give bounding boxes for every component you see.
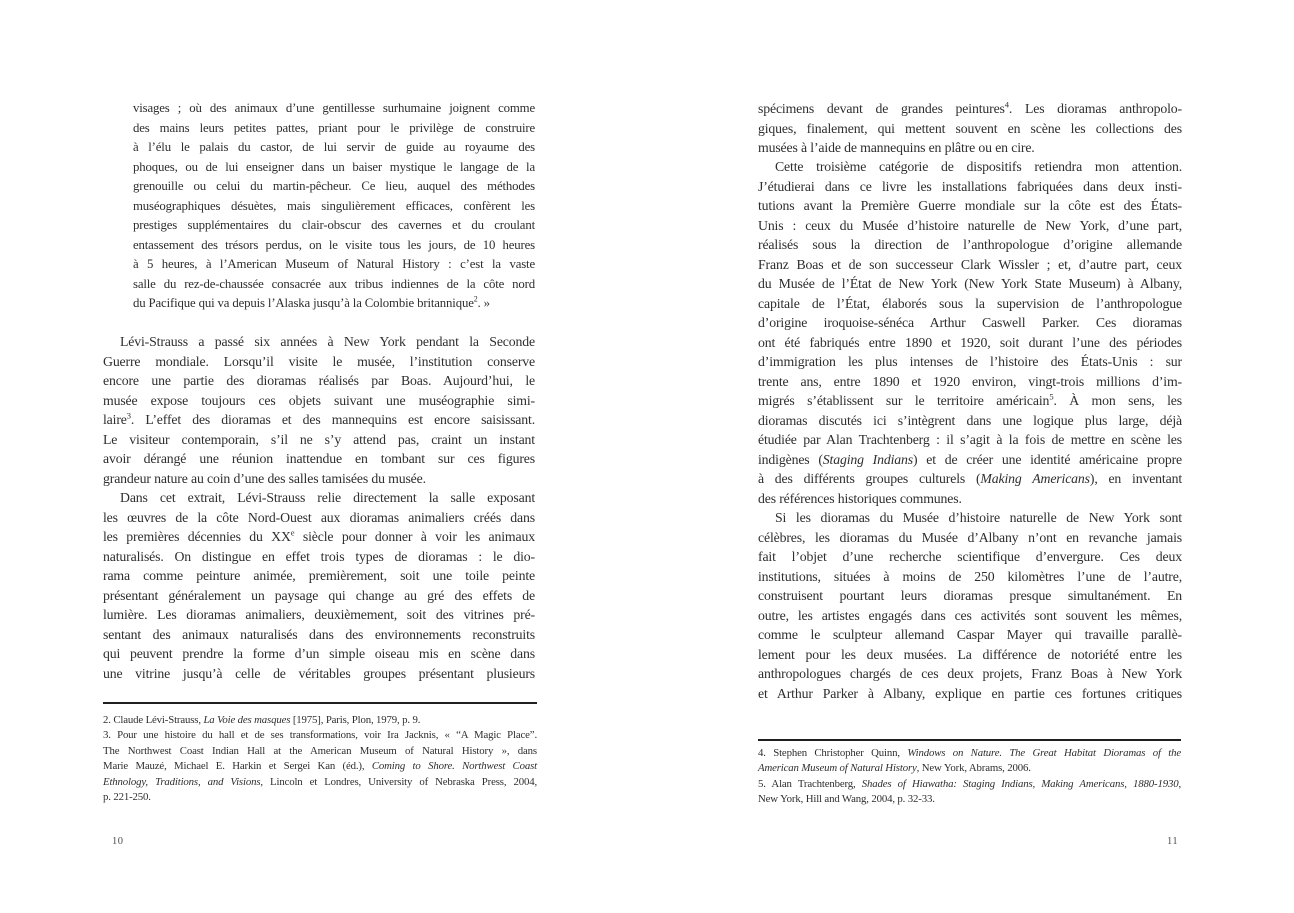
text-line: d’origine iroquoise-sénéca Arthur Caswell Parker. Ces dioramas: [758, 315, 1182, 330]
text-line: construisent pourtant leurs dioramas presque simultanément. En: [758, 588, 1182, 603]
text-line: lumière. Les dioramas animaliers, deuxièmement, soit des vitrines pré-: [103, 607, 535, 622]
text-line: fait l’objet d’une recherche scientifique d’envergure. Ces deux: [758, 549, 1182, 564]
text-line: entassement des trésors perdus, on le visite tous les jours, de 10 heures: [133, 237, 535, 252]
text-line: p. 221-250.: [103, 791, 151, 804]
page-number: 11: [1167, 836, 1179, 847]
text-line: ont été fabriqués entre 1890 et 1920, soit durant l’une des périodes: [758, 334, 1182, 350]
text-line: anthropologues chargés de ces deux projets, Franz Boas à New York: [758, 666, 1182, 681]
text-line: J’étudierai dans ce livre les installations fabriquées dans deux insti-: [758, 178, 1182, 194]
text-line: d’immigration les plus intenses de l’histoire des États-Unis : sur: [758, 354, 1182, 369]
text-line: rama comme peinture animée, premièrement, soit une toile peinte: [103, 568, 535, 583]
text-line: Ethnology, Traditions, and Visions, Lincoln et Londres, University of Nebraska Press, 2004,: [103, 775, 538, 788]
text-line: des références historiques communes.: [758, 490, 962, 506]
text-line: à 5 heures, à l’American Museum of Natural History : c’est la vaste: [133, 257, 535, 271]
text-line: Cette troisième catégorie de dispositifs retiendra mon attention.: [775, 159, 1182, 174]
text-line: laire$^3$. L’effet des dioramas et des mannequins est encore saisissant.: [103, 410, 535, 427]
text-line: présentant généralement un paysage qui change au gré des effets de: [103, 587, 535, 603]
text-line: 3. Pour une histoire du hall et de ses transformations, voir Ira Jacknis, « “A Magic Place”.: [103, 729, 537, 742]
text-line: grenouille ou celui du martin-pêcheur. Ce lieu, auquel des méthodes: [133, 179, 535, 193]
text-line: 2. Claude Lévi-Strauss, La Voie des masques [1975], Paris, Plon, 1979, p. 9.: [103, 714, 421, 726]
footnotes: [103, 713, 537, 805]
text-line: les premières décennies du XXe siècle pour donner à voir les animaux: [103, 527, 535, 544]
text-line: musées à l’aide de mannequins en plâtre ou en cire.: [758, 140, 1035, 155]
paragraph: [103, 488, 535, 683]
text-line: à des différents groupes culturels (Making Americans), en inventant: [758, 471, 1183, 486]
text-line: 4. Stephen Christopher Quinn, Windows on Nature. The Great Habitat Dioramas of the: [758, 747, 1181, 759]
text-line: Si les dioramas du Musée d’histoire naturelle de New York sont: [775, 510, 1182, 525]
text-line: outre, les artistes engagés dans ces activités sont souvent les mêmes,: [758, 607, 1182, 623]
text-line: Dans cet extrait, Lévi-Strauss relie directement la salle exposant: [120, 490, 535, 505]
text-line: phoques, ou de lui enseigner dans un baiser mystique le langage de la: [133, 159, 535, 174]
text-line: The Northwest Coast Indian Hall at the American Museum of Natural History », dans: [103, 744, 537, 757]
paragraph: [758, 157, 1182, 508]
text-line: institutions, situées à moins de 250 kilomètres l’une de l’autre,: [758, 568, 1182, 584]
text-line: et Arthur Parker à Albany, explique en partie ces fortunes critiques: [758, 685, 1182, 701]
text-line: prestiges supplémentaires du clair-obscur des cavernes et du croulant: [133, 218, 535, 232]
text-line: capitale de l’État, élaborés sous la supervision de l’anthropologue: [758, 295, 1182, 311]
text-line: Marie Mauzé, Michael E. Harkin et Sergei Kan (éd.), Coming to Shore. Northwest Coast: [103, 760, 537, 773]
text-line: Le visiteur contemporain, s’il ne s’y attend pas, craint un instant: [103, 431, 535, 447]
text-line: tutions avant la Première Guerre mondiale sur la côte est des États-: [758, 198, 1182, 213]
text-line: des mains leurs petites pattes, priant pour le privilège de construire: [133, 120, 535, 135]
block-quote: [133, 99, 535, 314]
text-line: Lévi-Strauss a passé six années à New York pendant la Seconde: [120, 334, 535, 349]
text-line: giques, finalement, qui mettent souvent en scène les collections des: [758, 120, 1182, 136]
text-line: qui peuvent prendre la forme d’un simple oiseau mis en scène dans: [103, 646, 535, 661]
text-line: Unis : ceux du Musée d’histoire naturelle de New York, d’une part,: [758, 217, 1182, 233]
paragraph: [103, 332, 535, 488]
text-line: Guerre mondiale. Lorsqu’il visite le musée, l’institution conserve: [103, 353, 535, 369]
text-line: spécimens devant de grandes peintures$^4$. Les dioramas anthropolo-: [758, 99, 1182, 116]
page-number: 10: [112, 836, 124, 847]
text-line: American Museum of Natural History, New York, Abrams, 2006.: [758, 762, 1031, 775]
text-line: Franz Boas et de son successeur Clark Wissler ; et, d’autre part, ceux: [758, 256, 1182, 272]
footnote-rule: [103, 702, 537, 704]
text-line: visages ; où des animaux d’une gentillesse surhumaine joignent comme: [133, 101, 535, 115]
text-line: salle du rez-de-chaussée consacrée aux tribus indiennes de la côte nord: [133, 276, 535, 291]
text-line: trente ans, entre 1890 et 1920 environ, vingt-trois millions d’im-: [758, 373, 1182, 389]
paragraph: [758, 508, 1182, 703]
text-line: avoir dérangé une réunion inattendue en tombant sur ces figures: [103, 451, 535, 466]
text-line: encore une partie des dioramas réalisés par Boas. Aujourd’hui, le: [103, 373, 535, 388]
text-line: réalisés sous la direction de l’anthropologue d’origine allemande: [758, 237, 1182, 252]
text-line: lement pour les deux musées. La différence de notoriété entre les: [758, 646, 1182, 662]
text-line: musée expose toujours ces objets suivant une muséographie simi-: [103, 392, 535, 408]
text-line: étudiée par Alan Trachtenberg : il s’agit à la fois de mettre en scène les: [758, 432, 1182, 447]
text-line: du Musée de l’État de New York (New York State Museum) à Albany,: [758, 276, 1182, 291]
paragraph: [758, 99, 1182, 158]
text-line: du Pacifique qui va depuis l’Alaska jusqu’à la Colombie britannique$^2$. »: [133, 294, 490, 310]
text-line: les œuvres de la côte Nord-Ouest aux dioramas animaliers créés dans: [103, 509, 535, 525]
text-line: New York, Hill and Wang, 2004, p. 32-33.: [758, 793, 935, 806]
text-line: sentant des animaux naturalisés dans des environnements reconstruits: [103, 626, 535, 642]
text-line: célèbres, les dioramas du Musée d’Albany n’ont en revanche jamais: [758, 529, 1182, 545]
text-line: dioramas discutés ici s’intègrent dans une logique plus large, déjà: [758, 412, 1182, 428]
text-line: naturalisés. On distingue en effet trois types de dioramas : le dio-: [103, 548, 535, 564]
text-line: grandeur nature au coin d’une des salles tamisées du musée.: [103, 470, 426, 486]
text-line: 5. Alan Trachtenberg, Shades of Hiawatha: Staging Indians, Making Americans, 1880-1930,: [758, 777, 1182, 790]
text-line: migrés s’établissent sur le territoire américain$^5$. À mon sens, les: [758, 391, 1182, 408]
text-line: une vitrine jusqu’à celle de véritables groupes présentant plusieurs: [103, 665, 535, 681]
footnotes: [758, 746, 1181, 808]
footnote-rule: [758, 739, 1181, 741]
text-line: à l’élu le palais du castor, de lui servir de guide au royaume des: [133, 140, 535, 154]
text-line: indigènes (Staging Indians) et de créer une identité américaine propre: [758, 451, 1183, 467]
text-line: muséographiques désuètes, mais singulièrement efficaces, confèrent les: [133, 198, 535, 213]
text-line: comme le sculpteur allemand Caspar Mayer qui travaille parallè-: [758, 627, 1182, 642]
